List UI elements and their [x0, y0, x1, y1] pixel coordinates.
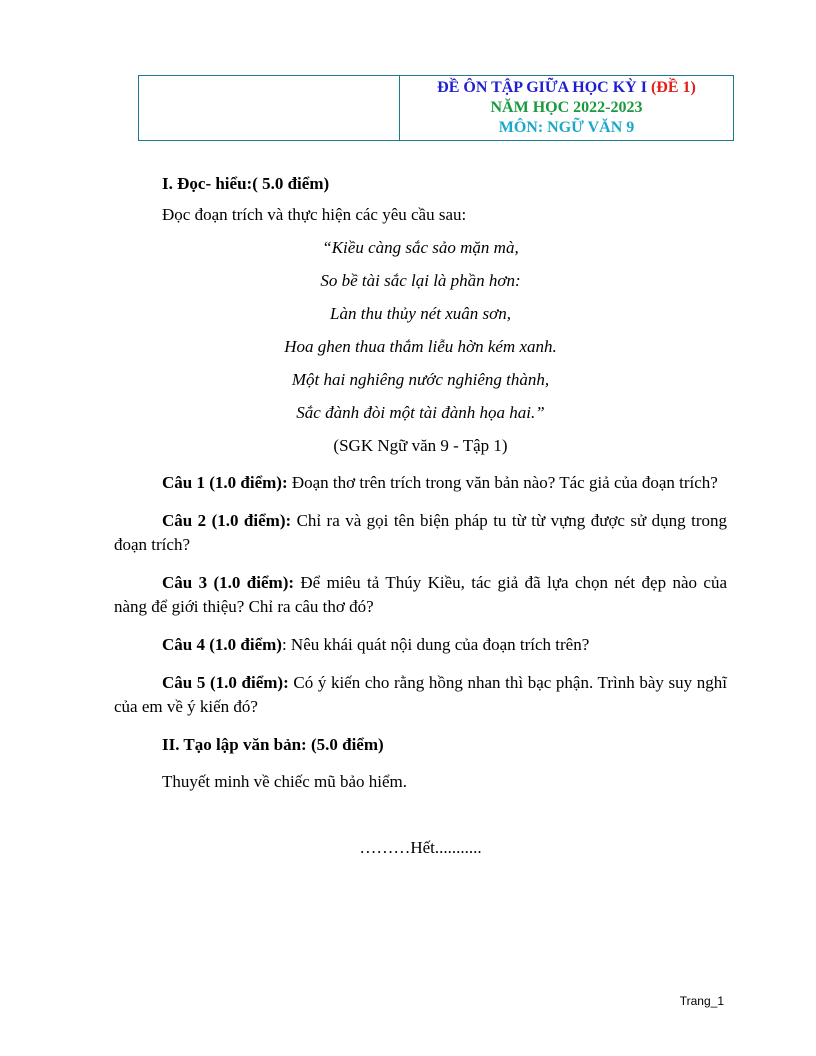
header-right-cell — [400, 76, 733, 140]
question-2-text: Chỉ ra và gọi tên biện pháp tu từ từ vựng được sử dụng trong đoạn trích? — [114, 511, 727, 554]
question-5-text: Có ý kiến cho rằng hồng nhan thì bạc phận. Trình bày suy nghĩ của em về ý kiến đó? — [114, 673, 727, 716]
poem-line: Một hai nghiêng nước nghiêng thành, — [291, 370, 550, 389]
question-3-label: Câu 3 (1.0 điểm): — [162, 573, 295, 592]
section2-task: Thuyết minh về chiếc mũ bảo hiểm. — [162, 772, 408, 791]
poem-line: Làn thu thủy nét xuân sơn, — [330, 304, 511, 323]
poem — [114, 231, 727, 429]
question-4-text: : Nêu khái quát nội dung của đoạn trích trên? — [281, 635, 590, 654]
poem-line: Sắc đành đòi một tài đành họa hai.” — [296, 403, 545, 422]
poem-line: “Kiều càng sắc sảo mặn mà, — [322, 238, 519, 257]
question-4-label: Câu 4 (1.0 điểm) — [162, 635, 282, 654]
question-5 — [114, 671, 727, 719]
poem-line: Hoa ghen thua thắm liễu hờn kém xanh. — [284, 337, 557, 356]
poem-source: (SGK Ngữ văn 9 - Tập 1) — [333, 436, 508, 455]
question-3-text: Để miêu tả Thúy Kiều, tác giả đã lựa chọn nét đẹp nào của nàng để giới thiệu? Chỉ ra câu thơ đó? — [114, 573, 727, 616]
header-table — [138, 75, 734, 141]
question-1 — [114, 471, 727, 495]
question-4 — [114, 633, 727, 657]
section1-instruction: Đọc đoạn trích và thực hiện các yêu cầu sau: — [162, 205, 467, 224]
header-left-cell — [139, 76, 400, 140]
exam-title — [400, 78, 733, 98]
question-3 — [114, 571, 727, 619]
school-year: NĂM HỌC 2022-2023 — [490, 99, 643, 116]
question-1-label: Câu 1 (1.0 điểm): — [162, 473, 288, 492]
question-1-text: Đoạn thơ trên trích trong văn bản nào? Tác giả của đoạn trích? — [287, 473, 718, 492]
question-5-label: Câu 5 (1.0 điểm): — [162, 673, 289, 692]
exam-title-main: ĐỀ ÔN TẬP GIỮA HỌC KỲ I — [437, 79, 647, 96]
subject: MÔN: NGỮ VĂN 9 — [498, 119, 635, 136]
exam-title-code: (ĐỀ 1) — [650, 79, 696, 96]
page-number: Trang_1 — [679, 994, 724, 1008]
end-marker: ………Hết........... — [359, 838, 482, 857]
question-2 — [114, 509, 727, 557]
section2-heading: II. Tạo lập văn bản: (5.0 điểm) — [162, 735, 384, 754]
question-2-label: Câu 2 (1.0 điểm): — [162, 511, 292, 530]
section1-heading: I. Đọc- hiểu:( 5.0 điểm) — [162, 174, 330, 193]
document-body — [114, 170, 727, 858]
poem-line: So bề tài sắc lại là phần hơn: — [320, 271, 521, 290]
